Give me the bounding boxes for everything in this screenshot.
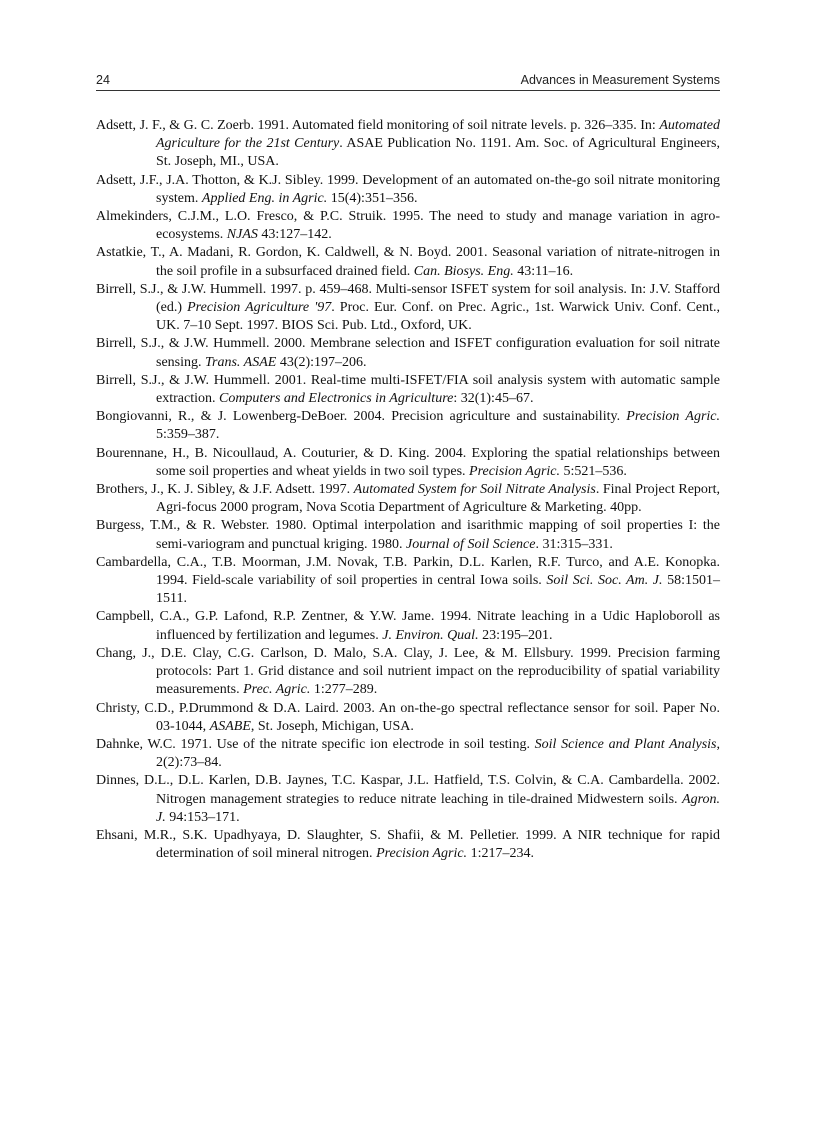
reference-item bbox=[96, 517, 720, 553]
reference-item bbox=[96, 372, 720, 408]
reference-item bbox=[96, 645, 720, 700]
reference-details: 15(4):351–356. bbox=[327, 190, 418, 206]
reference-text: Birrell, S.J., & J.W. Hummell. 2001. Real-time multi-ISFET/FIA soil analysis system with automatic sample extraction. bbox=[96, 372, 720, 407]
reference-item bbox=[96, 700, 720, 736]
reference-source: Automated Agriculture for the 21st Century bbox=[156, 118, 720, 152]
reference-source: NJAS bbox=[226, 227, 258, 243]
reference-item bbox=[96, 335, 720, 371]
reference-text: Chang, J., D.E. Clay, C.G. Carlson, D. Malo, S.A. Clay, J. Lee, & M. Ellsbury. 1999. Precision farming protocols: Part 1. Grid distance and soil nutrient impact on the reproducibility of spatial variability measurements. bbox=[96, 645, 720, 698]
reference-details: 23:195–201. bbox=[478, 627, 553, 643]
reference-details: . Proc. Eur. Conf. on Prec. Agric., 1st. Warwick Univ. Conf. Cent., UK. 7–10 Sept. 1997. BIOS Sci. Pub. Ltd., Oxford, UK. bbox=[156, 300, 720, 334]
reference-source: Prec. Agric. bbox=[243, 682, 311, 698]
reference-details: . ASAE Publication No. 1191. Am. Soc. of Agricultural Engineers, St. Joseph, MI., USA. bbox=[156, 136, 720, 170]
reference-text: Ehsani, M.R., S.K. Upadhyaya, D. Slaughter, S. Shafii, & M. Pelletier. 1999. A NIR technique for rapid determination of soil mineral nitrogen. bbox=[96, 827, 720, 862]
reference-item bbox=[96, 117, 720, 172]
reference-text: Birrell, S.J., & J.W. Hummell. 2000. Membrane selection and ISFET configuration evaluation for soil nitrate sensing. bbox=[96, 336, 720, 370]
reference-details: . 31:315–331. bbox=[535, 536, 613, 552]
reference-text: Astatkie, T., A. Madani, R. Gordon, K. Caldwell, & N. Boyd. 2001. Seasonal variation of nitrate-nitrogen in the soil profile in a subsurfaced drained field. bbox=[96, 245, 720, 279]
reference-details: 43(2):197–206. bbox=[276, 354, 367, 370]
reference-details: 43:127–142. bbox=[257, 227, 332, 243]
reference-text: Adsett, J. F., & G. C. Zoerb. 1991. Automated field monitoring of soil nitrate levels. p. 326–335. In: bbox=[96, 118, 660, 133]
reference-item bbox=[96, 208, 720, 244]
reference-text: Burgess, T.M., & R. Webster. 1980. Optimal interpolation and isarithmic mapping of soil properties I: the semi-variogram and punctual kriging. 1980. bbox=[96, 518, 720, 552]
reference-source: Precision Agriculture '97 bbox=[187, 300, 332, 316]
running-title: Advances in Measurement Systems bbox=[520, 73, 720, 87]
reference-source: Journal of Soil Science bbox=[406, 536, 536, 552]
reference-source: Agron. J. bbox=[156, 791, 720, 825]
reference-details: 1:217–234. bbox=[467, 846, 534, 862]
reference-source: Applied Eng. in Agric. bbox=[201, 190, 328, 206]
reference-text: Brothers, J., K. J. Sibley, & J.F. Adsett. 1997. bbox=[96, 482, 354, 498]
reference-text: Christy, C.D., P.Drummond & D.A. Laird. 2003. An on-the-go spectral reflectance sensor for soil. Paper No. 03-1044, bbox=[96, 700, 720, 734]
reference-text: Almekinders, C.J.M., L.O. Fresco, & P.C. Struik. 1995. The need to study and manage variation in agro-ecosystems. bbox=[96, 209, 720, 243]
reference-text: Bongiovanni, R., & J. Lowenberg-DeBoer. 2004. Precision agriculture and sustainability. bbox=[96, 409, 627, 425]
reference-text: Dahnke, W.C. 1971. Use of the nitrate specific ion electrode in soil testing. bbox=[96, 736, 535, 752]
reference-item bbox=[96, 827, 720, 863]
reference-item bbox=[96, 445, 720, 481]
reference-text: Cambardella, C.A., T.B. Moorman, J.M. Novak, T.B. Parkin, D.L. Karlen, R.F. Turco, and A.E. Konopka. 1994. Field-scale variability of soil properties in central Iowa soils. bbox=[96, 554, 720, 589]
reference-source: ASABE bbox=[209, 718, 251, 734]
running-header bbox=[96, 70, 720, 91]
reference-text: Dinnes, D.L., D.L. Karlen, D.B. Jaynes, T.C. Kaspar, J.L. Hatfield, T.S. Colvin, & C.A. Cambardella. 2002. Nitrogen management strategies to reduce nitrate leaching in tile-drained Midwestern soils. bbox=[96, 773, 720, 807]
reference-details: . Final Project Report, Agri-focus 2000 program, Nova Scotia Department of Agriculture & Marketing. 40pp. bbox=[156, 482, 720, 516]
reference-source: Precision Agric. bbox=[469, 463, 561, 479]
reference-details: 94:153–171. bbox=[165, 809, 240, 825]
reference-item bbox=[96, 281, 720, 336]
reference-details: 43:11–16. bbox=[513, 263, 574, 279]
reference-details: , 2(2):73–84. bbox=[156, 736, 721, 771]
reference-item bbox=[96, 172, 720, 208]
reference-source: Precision Agric. bbox=[376, 846, 468, 862]
reference-source: Automated System for Soil Nitrate Analysis bbox=[353, 482, 596, 498]
reference-source: Soil Science and Plant Analysis bbox=[534, 736, 717, 752]
reference-item bbox=[96, 736, 720, 772]
reference-text: Bourennane, H., B. Nicoullaud, A. Couturier, & D. King. 2004. Exploring the spatial relationships between some soil properties and wheat yields in two soil types. bbox=[96, 445, 720, 479]
reference-source: Computers and Electronics in Agriculture bbox=[218, 391, 454, 407]
reference-details: 5:359–387. bbox=[156, 427, 220, 443]
reference-source: J. Environ. Qual. bbox=[382, 627, 479, 643]
reference-list bbox=[96, 117, 720, 863]
reference-item bbox=[96, 608, 720, 644]
reference-details: 1:277–289. bbox=[310, 682, 378, 698]
reference-details: : 32(1):45–67. bbox=[453, 391, 534, 407]
reference-text: Birrell, S.J., & J.W. Hummell. 1997. p. 459–468. Multi-sensor ISFET system for soil analysis. In: J.V. Stafford (ed.) bbox=[96, 281, 720, 316]
reference-source: Precision Agric. bbox=[626, 409, 720, 425]
reference-details: , St. Joseph, Michigan, USA. bbox=[250, 718, 414, 734]
reference-item bbox=[96, 554, 720, 609]
page-number: 24 bbox=[96, 73, 110, 87]
reference-item bbox=[96, 772, 720, 827]
reference-item bbox=[96, 481, 720, 517]
reference-item bbox=[96, 244, 720, 280]
reference-source: Trans. ASAE bbox=[205, 354, 277, 370]
reference-details: 58:1501–1511. bbox=[156, 573, 720, 607]
reference-source: Soil Sci. Soc. Am. J. bbox=[546, 573, 663, 589]
reference-details: 5:521–536. bbox=[560, 463, 627, 479]
reference-text: Campbell, C.A., G.P. Lafond, R.P. Zentner, & Y.W. Jame. 1994. Nitrate leaching in a Udic Haploboroll as influenced by fertilization and legumes. bbox=[96, 609, 720, 643]
reference-text: Adsett, J.F., J.A. Thotton, & K.J. Sibley. 1999. Development of an automated on-the-go soil nitrate monitoring system. bbox=[96, 172, 720, 206]
reference-source: Can. Biosys. Eng. bbox=[413, 263, 514, 279]
reference-item bbox=[96, 408, 720, 444]
